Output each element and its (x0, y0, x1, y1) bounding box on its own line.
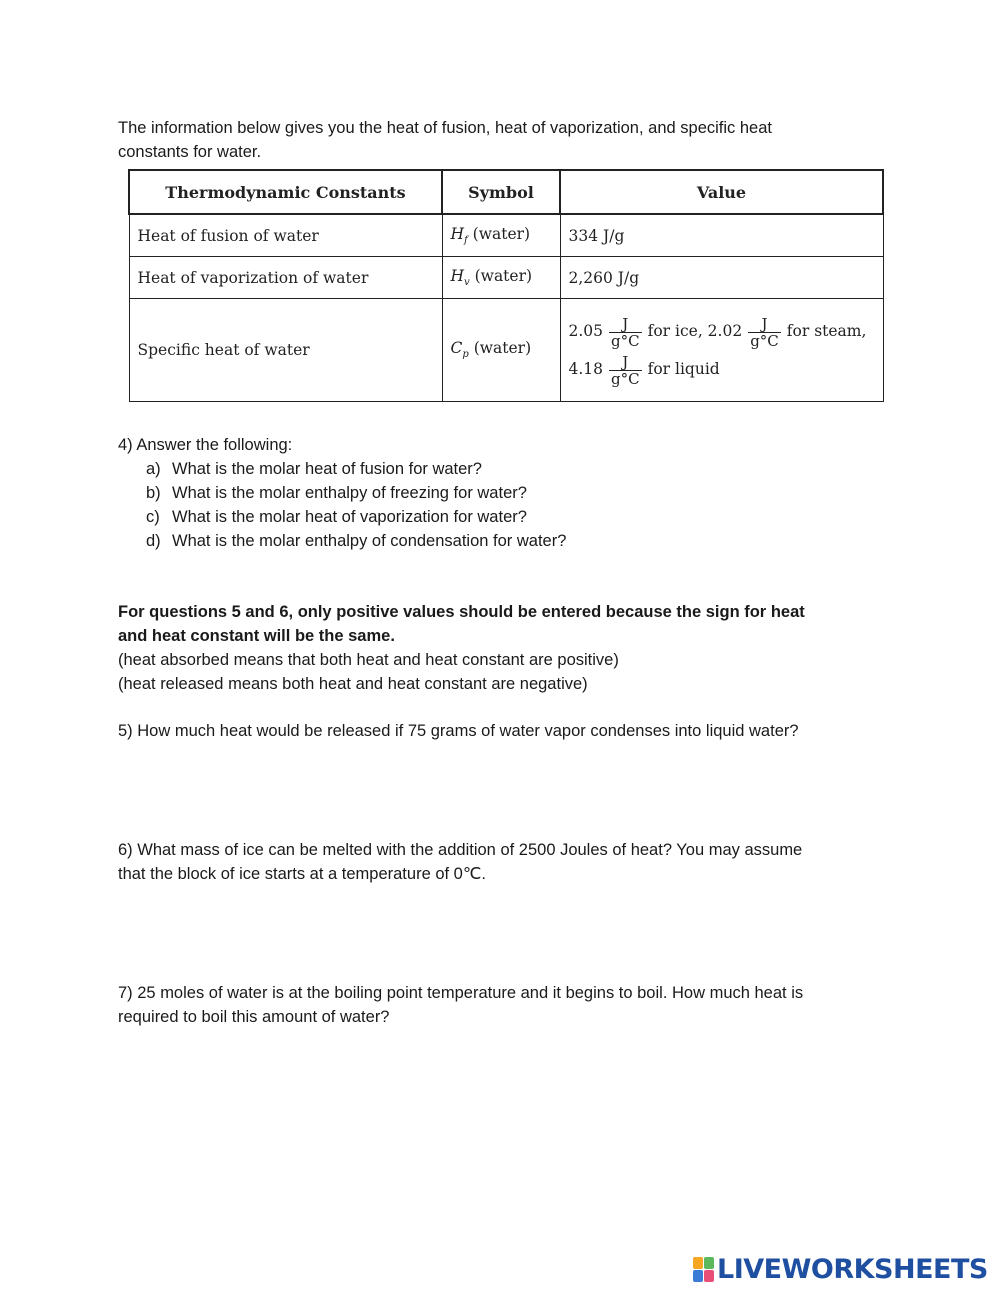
sign-note (118, 600, 878, 696)
steam-text: for steam, (786, 322, 867, 340)
cell-value: 2,260 J/g (560, 257, 883, 299)
note-bold-line-2: and heat constant will be the same. (118, 627, 395, 645)
symbol-subscript: v (464, 277, 470, 289)
cell-value (560, 299, 883, 402)
cell-constant: Heat of fusion of water (129, 214, 442, 257)
question-4-title: 4) Answer the following: (118, 436, 293, 454)
table-row (129, 214, 883, 257)
table-row (129, 257, 883, 299)
note-line-4: (heat released means both heat and heat constant are negative) (118, 675, 588, 693)
table-row (129, 299, 883, 402)
header-symbol: Symbol (442, 170, 560, 214)
ice-value: 2.05 (568, 322, 604, 340)
item-marker: b) (146, 484, 161, 502)
unit-fraction (748, 316, 781, 349)
list-item (118, 481, 566, 505)
unit-fraction (609, 354, 642, 387)
question-7 (118, 981, 878, 1029)
question-4 (118, 433, 566, 553)
list-item (118, 457, 566, 481)
cell-symbol (442, 214, 560, 257)
symbol-letter: C (450, 339, 463, 358)
item-text: What is the molar heat of vaporization for water? (172, 508, 527, 526)
fraction-denominator: g°C (750, 331, 779, 350)
logo-text: LIVEWORKSHEETS (717, 1254, 988, 1285)
symbol-letter: H (450, 266, 465, 285)
specific-heat-line-1 (569, 312, 875, 350)
ice-text: for ice, 2.02 (647, 322, 743, 340)
unit-fraction (609, 316, 642, 349)
cell-value: 334 J/g (560, 214, 883, 257)
intro-line-1: The information below gives you the heat of fusion, heat of vaporization, and specific heat (118, 119, 772, 137)
symbol-suffix: (water) (472, 224, 531, 243)
specific-heat-line-2 (569, 350, 875, 388)
fraction-numerator: J (609, 316, 642, 333)
logo-mark-icon (693, 1257, 715, 1283)
question-6-line-1: 6) What mass of ice can be melted with the addition of 2500 Joules of heat? You may assume (118, 841, 803, 859)
fraction-denominator: g°C (611, 369, 640, 388)
liveworksheets-logo (693, 1253, 993, 1287)
fraction-denominator: g°C (611, 331, 640, 350)
note-bold-line-1: For questions 5 and 6, only positive values should be entered because the sign for heat (118, 603, 805, 621)
list-item (118, 505, 566, 529)
fraction-numerator: J (609, 354, 642, 371)
question-7-line-1: 7) 25 moles of water is at the boiling point temperature and it begins to boil. How much heat is (118, 984, 804, 1002)
question-6 (118, 838, 878, 886)
item-marker: d) (146, 532, 161, 550)
intro-paragraph (118, 116, 878, 164)
question-5-text: 5) How much heat would be released if 75 grams of water vapor condenses into liquid water? (118, 722, 799, 740)
header-value: Value (560, 170, 883, 214)
question-6-line-2: that the block of ice starts at a temperature of 0℃. (118, 865, 486, 883)
liquid-value: 4.18 (568, 360, 604, 378)
symbol-subscript: p (462, 349, 469, 361)
cell-symbol (442, 299, 560, 402)
question-5 (118, 719, 878, 743)
liquid-text: for liquid (647, 360, 720, 378)
item-marker: a) (146, 460, 161, 478)
symbol-suffix: (water) (474, 266, 533, 285)
symbol-suffix: (water) (473, 339, 532, 358)
item-marker: c) (146, 508, 160, 526)
note-line-3: (heat absorbed means that both heat and heat constant are positive) (118, 651, 619, 669)
question-7-line-2: required to boil this amount of water? (118, 1008, 390, 1026)
intro-line-2: constants for water. (118, 143, 262, 161)
item-text: What is the molar enthalpy of condensation for water? (172, 532, 567, 550)
item-text: What is the molar heat of fusion for water? (172, 460, 482, 478)
symbol-letter: H (450, 224, 465, 243)
question-4-list (118, 457, 566, 553)
cell-constant: Heat of vaporization of water (129, 257, 442, 299)
fraction-numerator: J (748, 316, 781, 333)
cell-symbol (442, 257, 560, 299)
list-item (118, 529, 566, 553)
header-constants: Thermodynamic Constants (129, 170, 442, 214)
table-header-row (129, 170, 883, 214)
item-text: What is the molar enthalpy of freezing for water? (172, 484, 527, 502)
constants-table (128, 169, 884, 402)
symbol-subscript: f (464, 235, 468, 247)
cell-constant: Specific heat of water (129, 299, 442, 402)
